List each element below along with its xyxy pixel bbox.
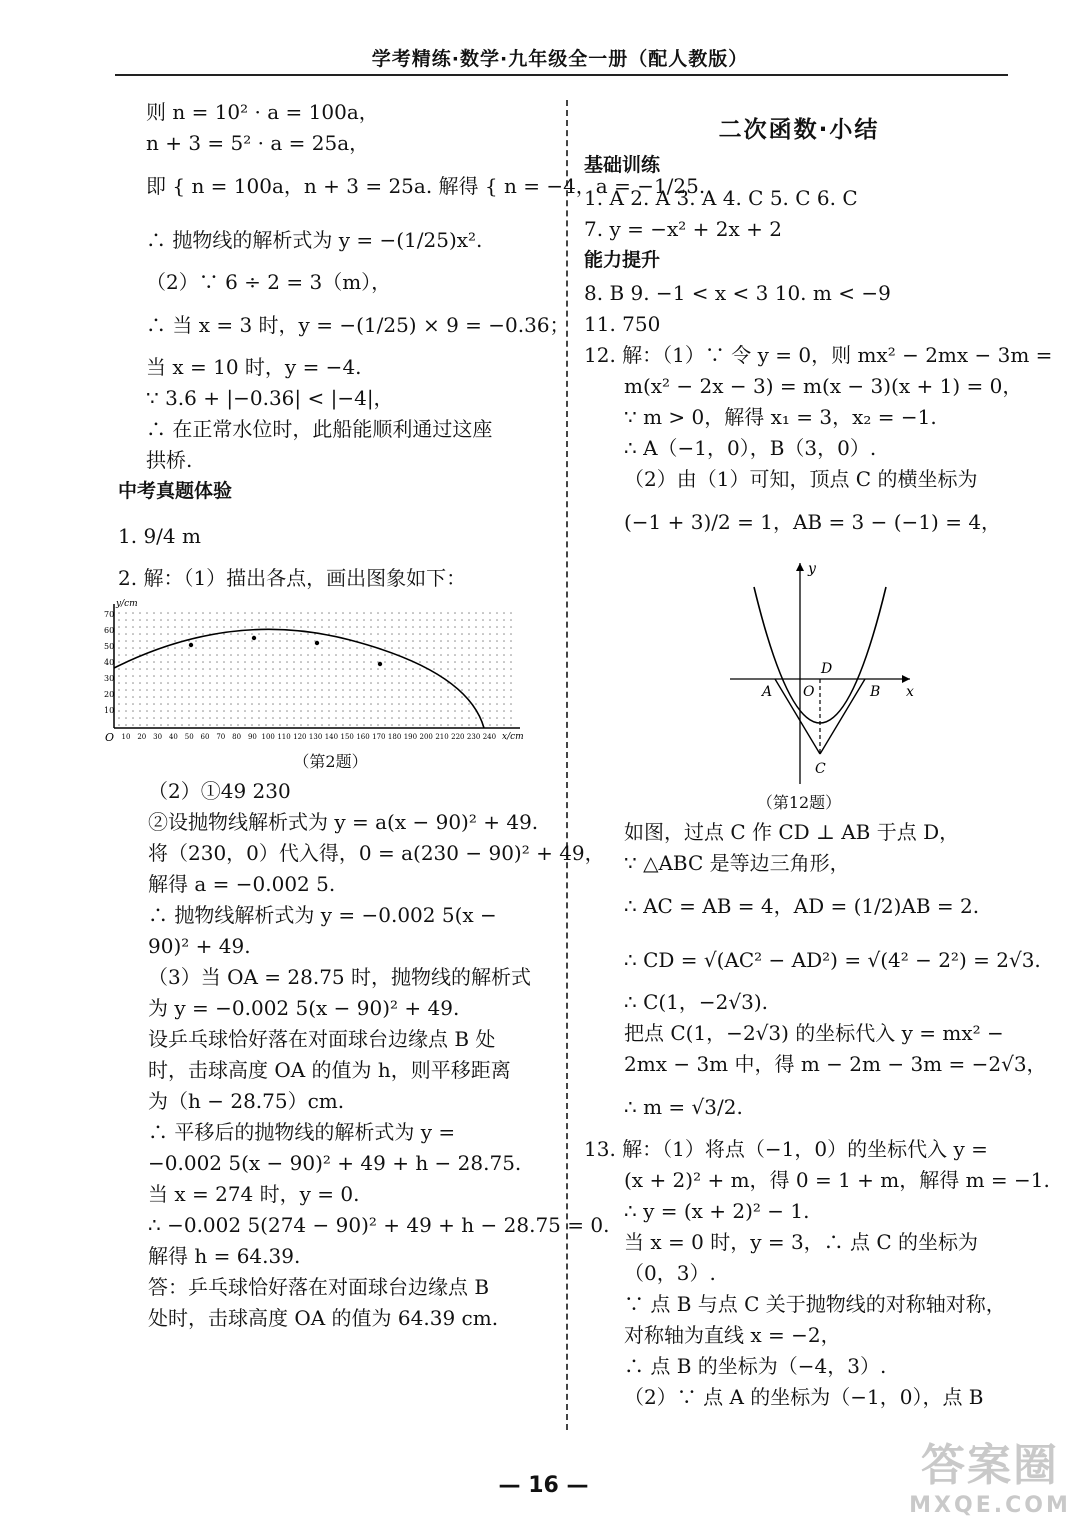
x-tick: 170 bbox=[372, 733, 386, 741]
origin-label: O bbox=[105, 731, 115, 744]
text-line: 时，击球高度 OA 的值为 h，则平移距离 bbox=[148, 1058, 511, 1082]
x-tick: 210 bbox=[435, 733, 449, 741]
text-line: 即 { n = 100a，n + 3 = 25a. 解得 { n = −4，a = −1/25. bbox=[146, 174, 706, 198]
x-tick: 200 bbox=[419, 733, 433, 741]
text-line: （3）当 OA = 28.75 时，抛物线的解析式 bbox=[148, 965, 532, 989]
right-column bbox=[584, 110, 1053, 1413]
x-tick: 160 bbox=[356, 733, 370, 741]
text-line: 设乒乓球恰好落在对面球台边缘点 B 处 bbox=[148, 1027, 496, 1051]
watermark-url: MXQE.COM bbox=[909, 1493, 1071, 1518]
figure-2-caption: （第2题） bbox=[293, 752, 368, 771]
section-title: 能力提升 bbox=[584, 249, 661, 271]
text-line: ∴ 抛物线解析式为 y = −0.002 5(x − bbox=[148, 903, 497, 927]
x-tick: 110 bbox=[277, 733, 291, 741]
text-line: 当 x = 274 时，y = 0. bbox=[148, 1182, 360, 1206]
text-line: ∴ A（−1，0），B（3，0）. bbox=[624, 436, 877, 460]
x-axis-label: x bbox=[906, 684, 914, 700]
text-line: (−1 + 3)/2 = 1，AB = 3 − (−1) = 4， bbox=[624, 510, 1002, 534]
header-rule bbox=[115, 74, 1008, 76]
text-line: 答：乒乓球恰好落在对面球台边缘点 B bbox=[148, 1275, 490, 1299]
y-tick: 70 bbox=[104, 610, 115, 619]
text-line: ∴ AC = AB = 4，AD = (1/2)AB = 2. bbox=[624, 894, 980, 918]
text-line: （2）∵ 6 ÷ 2 = 3（m）， bbox=[146, 270, 392, 294]
answer-line: 11. 750 bbox=[584, 312, 661, 336]
x-tick: 140 bbox=[324, 733, 339, 741]
x-tick: 130 bbox=[308, 733, 323, 741]
x-tick: 150 bbox=[340, 733, 354, 741]
y-axis-label: y bbox=[808, 561, 816, 577]
text-line: ②设抛物线解析式为 y = a(x − 90)² + 49. bbox=[148, 810, 539, 834]
x-tick: 70 bbox=[216, 733, 226, 741]
text-line: 解得 h = 64.39. bbox=[148, 1244, 301, 1268]
text-line: 13. 解：（1）将点（−1，0）的坐标代入 y = bbox=[584, 1137, 988, 1161]
x-tick: 190 bbox=[403, 733, 418, 741]
x-tick: 20 bbox=[137, 733, 147, 741]
answer-line: 1. A 2. A 3. A 4. C 5. C 6. C bbox=[584, 186, 858, 210]
text-line: 为（h − 28.75）cm. bbox=[148, 1089, 345, 1113]
x-tick: 10 bbox=[121, 733, 131, 741]
watermark-logo bbox=[900, 1440, 1080, 1530]
text-line: 处时，击球高度 OA 的值为 64.39 cm. bbox=[148, 1306, 499, 1330]
text-line: 如图，过点 C 作 CD ⊥ AB 于点 D， bbox=[624, 820, 960, 844]
x-tick: 60 bbox=[200, 733, 210, 741]
text-line: ∴ CD = √(AC² − AD²) = √(4² − 2²) = 2√3. bbox=[624, 948, 1041, 972]
text-line: （0，3）. bbox=[624, 1261, 716, 1285]
point-b-label: B bbox=[870, 684, 881, 700]
text-line: ∴ m = √3/2. bbox=[624, 1095, 743, 1119]
text-line: ∴ y = (x + 2)² − 1. bbox=[624, 1199, 810, 1223]
text-line: 当 x = 0 时，y = 3，∴ 点 C 的坐标为 bbox=[624, 1230, 979, 1254]
section-title: 基础训练 bbox=[584, 154, 661, 176]
y-tick: 60 bbox=[104, 626, 115, 635]
answer-line: 8. B 9. −1 < x < 3 10. m < −9 bbox=[584, 281, 891, 305]
text-line: 将（230，0）代入得，0 = a(230 − 90)² + 49， bbox=[148, 841, 605, 865]
trajectory-graph bbox=[104, 598, 524, 748]
text-line: ∴ 平移后的抛物线的解析式为 y = bbox=[148, 1120, 456, 1144]
text-line: ∵ 点 B 与点 C 关于抛物线的对称轴对称， bbox=[624, 1292, 1006, 1316]
question-2-intro: 2. 解：（1）描出各点，画出图象如下： bbox=[118, 566, 467, 590]
x-tick: 240 bbox=[482, 733, 497, 741]
page-number: — 16 — bbox=[498, 1473, 589, 1498]
watermark-text: 答案圈 bbox=[921, 1440, 1059, 1491]
x-tick: 50 bbox=[184, 733, 194, 741]
text-line: ∴ 当 x = 3 时，y = −(1/25) × 9 = −0.36； bbox=[146, 313, 570, 337]
text-line: 拱桥. bbox=[146, 448, 193, 472]
point-d-label: D bbox=[821, 661, 833, 677]
x-tick: 230 bbox=[466, 733, 481, 741]
text-line: (x + 2)² + m，得 0 = 1 + m，解得 m = −1. bbox=[624, 1168, 1050, 1192]
y-tick: 10 bbox=[104, 706, 115, 715]
text-line: （2）∵ 点 A 的坐标为（−1，0），点 B bbox=[624, 1385, 984, 1409]
text-line: 则 n = 10² · a = 100a， bbox=[146, 100, 379, 124]
y-tick: 50 bbox=[104, 642, 115, 651]
text-line: ∴ 抛物线的解析式为 y = −(1/25)x². bbox=[146, 228, 483, 252]
text-line: ∵ △ABC 是等边三角形， bbox=[624, 851, 850, 875]
point-a-label: A bbox=[762, 684, 773, 700]
x-tick: 80 bbox=[232, 733, 242, 741]
header-title: 学考精练·数学·九年级全一册（配人教版） bbox=[371, 48, 749, 70]
y-tick: 20 bbox=[104, 690, 115, 699]
text-line: −0.002 5(x − 90)² + 49 + h − 28.75. bbox=[148, 1151, 522, 1175]
y-axis-label: y/cm bbox=[116, 599, 138, 609]
text-line: ∴ 点 B 的坐标为（−4，3）. bbox=[624, 1354, 887, 1378]
parabola-figure bbox=[720, 559, 920, 789]
origin-label: O bbox=[803, 684, 815, 700]
point-c-label: C bbox=[815, 761, 826, 777]
page-title: 二次函数·小结 bbox=[718, 117, 880, 143]
y-tick: 40 bbox=[104, 658, 115, 667]
text-line: 对称轴为直线 x = −2， bbox=[624, 1323, 841, 1347]
text-line: ∵ 3.6 + |−0.36| < |−4|， bbox=[146, 386, 394, 410]
text-line: n + 3 = 5² · a = 25a， bbox=[146, 131, 370, 155]
text-line: （2）由（1）可知，顶点 C 的横坐标为 bbox=[624, 467, 978, 491]
x-tick: 40 bbox=[168, 733, 178, 741]
text-line: 12. 解：（1）∵ 令 y = 0，则 mx² − 2mx − 3m = bbox=[584, 343, 1053, 367]
text-line: 为 y = −0.002 5(x − 90)² + 49. bbox=[148, 996, 460, 1020]
x-tick: 30 bbox=[153, 733, 163, 741]
text-line: m(x² − 2x − 3) = m(x − 3)(x + 1) = 0， bbox=[624, 374, 1023, 398]
x-tick: 90 bbox=[247, 733, 257, 741]
x-tick: 180 bbox=[387, 733, 402, 741]
text-line: 解得 a = −0.002 5. bbox=[148, 872, 336, 896]
text-line: ∴ −0.002 5(274 − 90)² + 49 + h − 28.75 = 0. bbox=[148, 1213, 610, 1237]
text-line: 当 x = 10 时，y = −4. bbox=[146, 355, 362, 379]
text-line: ∴ 在正常水位时，此船能顺利通过这座 bbox=[146, 417, 493, 441]
x-axis-label: x/cm bbox=[502, 732, 524, 742]
x-tick: 120 bbox=[293, 733, 307, 741]
text-line: ∴ C(1，−2√3). bbox=[624, 990, 769, 1014]
y-tick: 30 bbox=[104, 674, 115, 683]
question-1: 1. 9/4 m bbox=[118, 524, 201, 548]
text-line: ∵ m > 0，解得 x₁ = 3，x₂ = −1. bbox=[624, 405, 937, 429]
x-tick: 100 bbox=[261, 733, 275, 741]
text-line: 90)² + 49. bbox=[148, 934, 251, 958]
text-line: （2）①49 230 bbox=[148, 779, 291, 803]
figure-12-caption: （第12题） bbox=[756, 793, 842, 812]
section-title: 中考真题体验 bbox=[118, 480, 233, 502]
x-tick: 220 bbox=[451, 733, 465, 741]
text-line: 把点 C(1，−2√3) 的坐标代入 y = mx² − bbox=[624, 1021, 1004, 1045]
text-line: 2mx − 3m 中，得 m − 2m − 3m = −2√3， bbox=[624, 1052, 1047, 1076]
answer-line: 7. y = −x² + 2x + 2 bbox=[584, 217, 782, 241]
